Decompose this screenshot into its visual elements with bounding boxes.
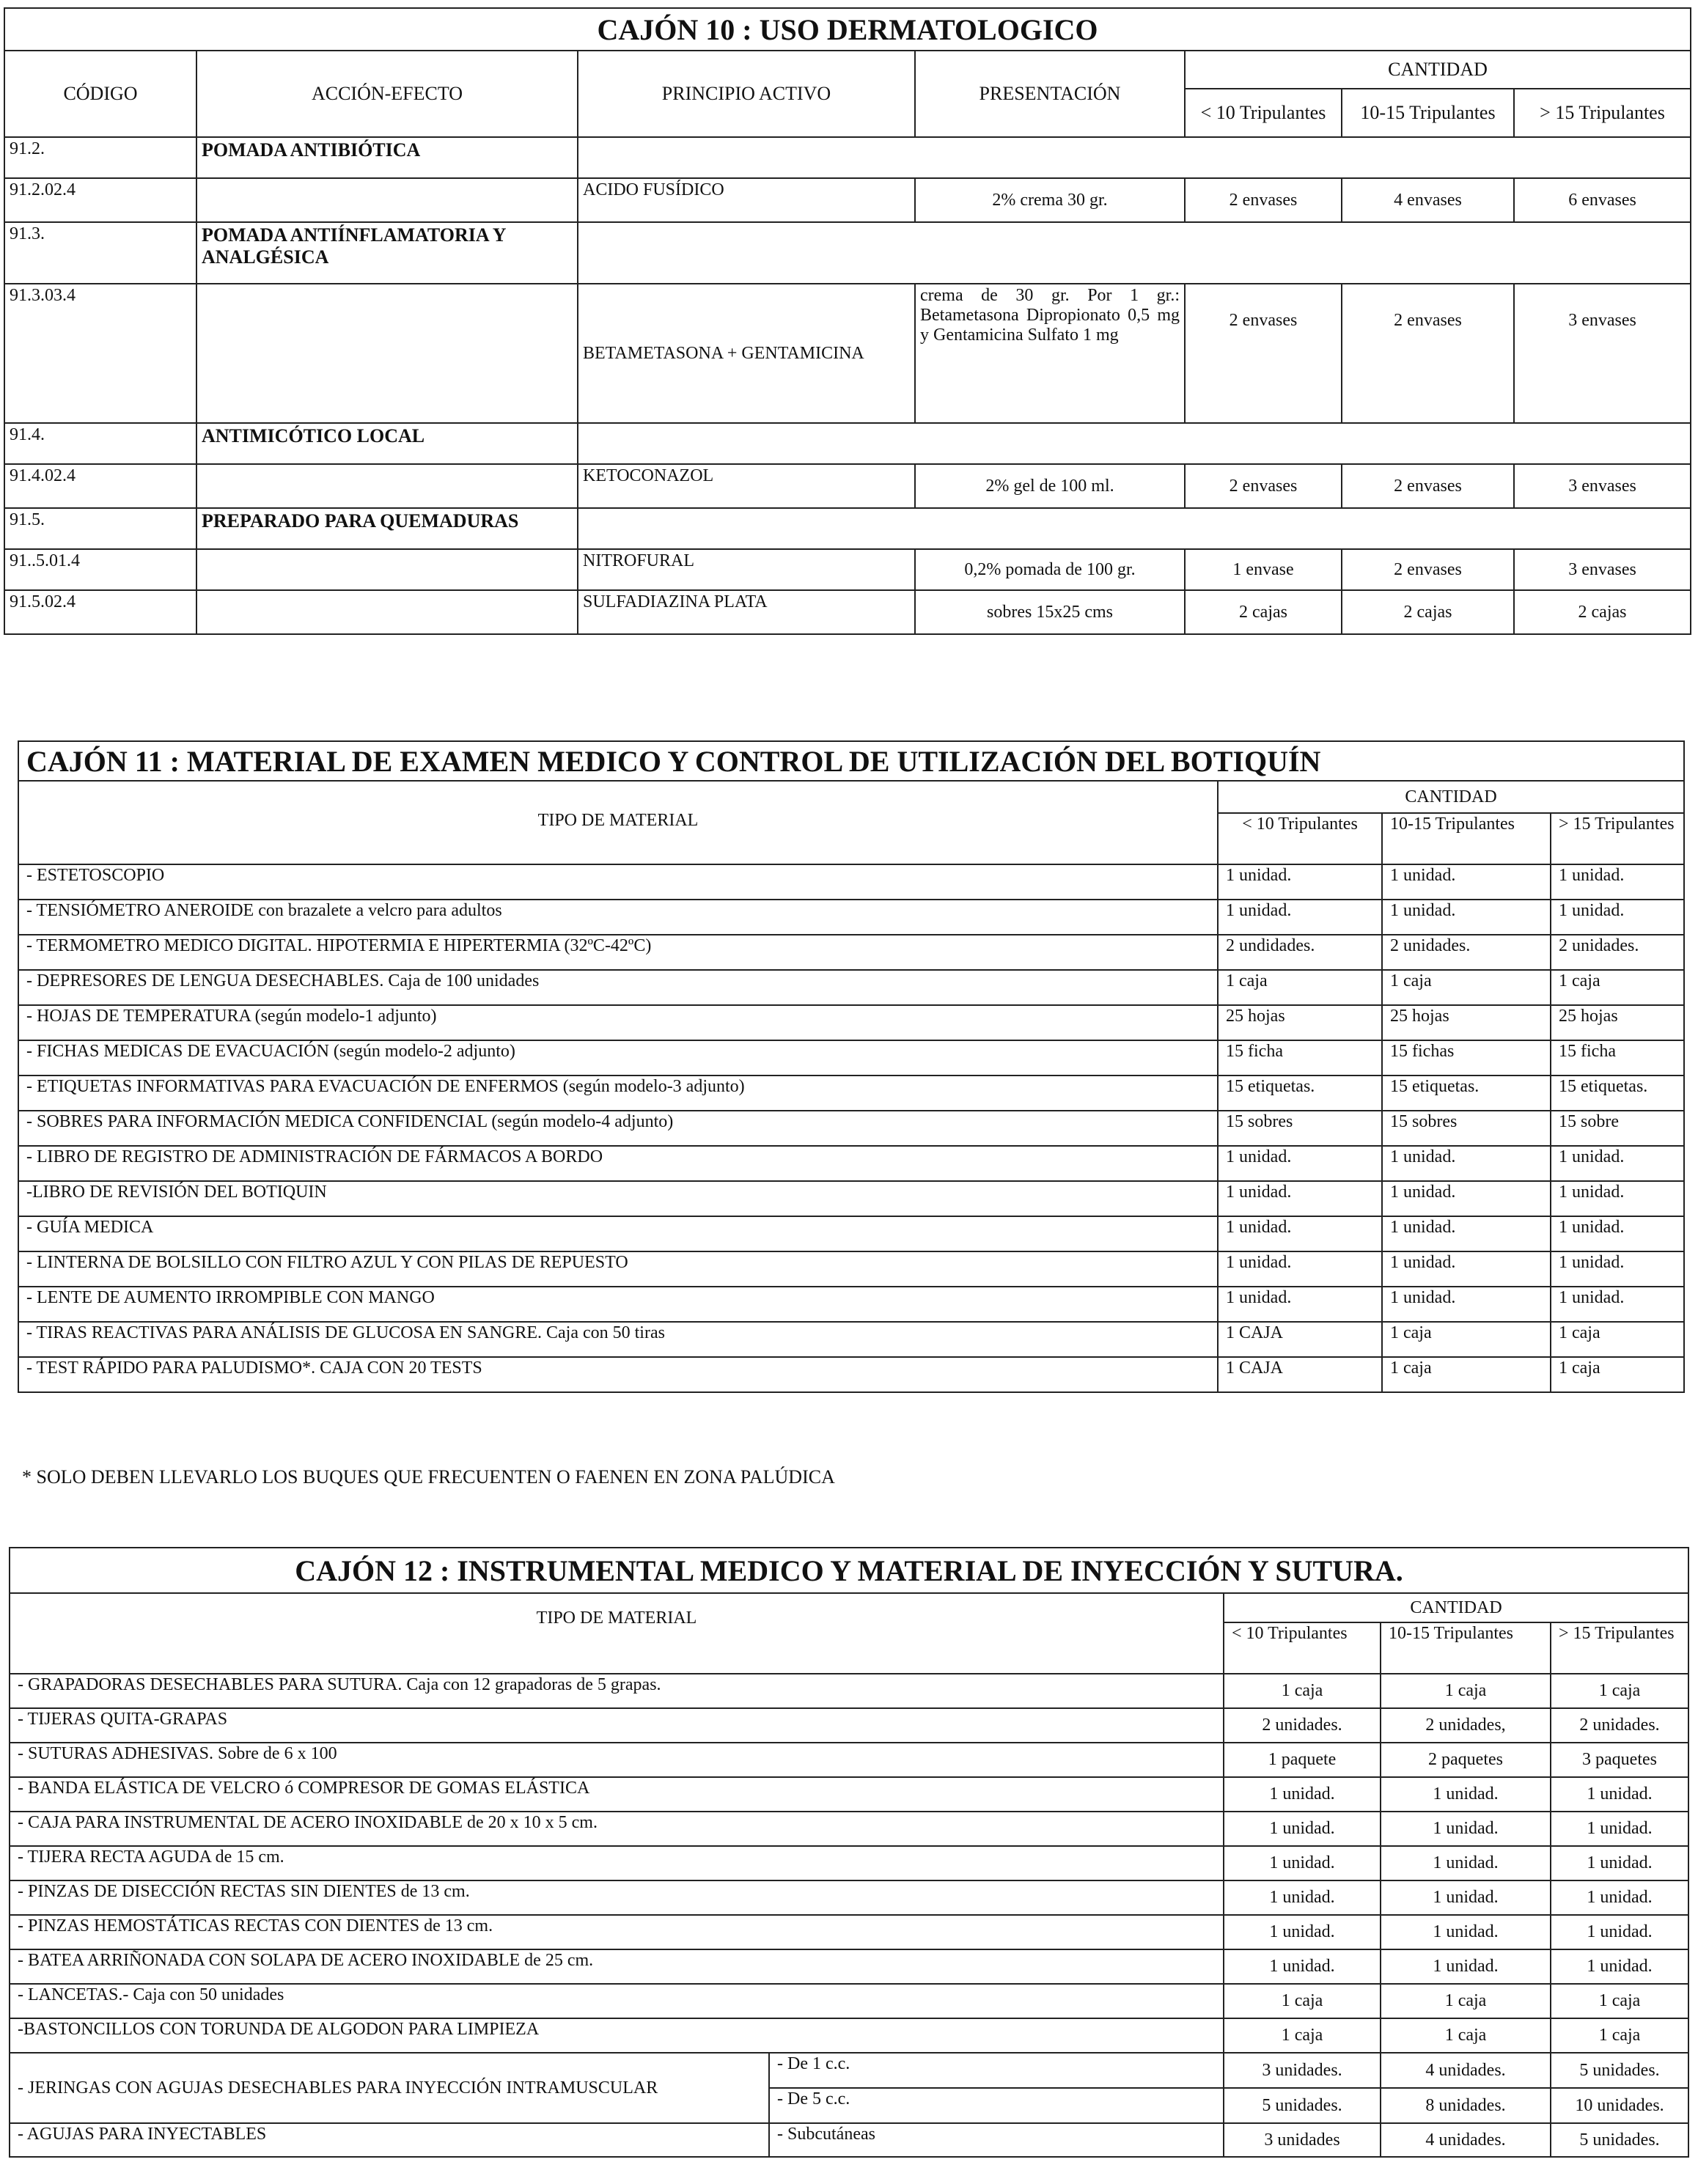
- qty-cell: 3 envases: [1514, 284, 1691, 423]
- qty-cell: 1 unidad.: [1381, 1880, 1551, 1915]
- table-row: [18, 1287, 1684, 1322]
- cajon-11-title: CAJÓN 11 : MATERIAL DE EXAMEN MEDICO Y CONTROL DE UTILIZACIÓN DEL BOTIQUÍN: [18, 741, 1684, 781]
- qty-cell: 15 sobres: [1218, 1111, 1382, 1146]
- qty-cell: 1 unidad.: [1224, 1846, 1381, 1880]
- table-row: [18, 1216, 1684, 1251]
- cajon-12-title: CAJÓN 12 : INSTRUMENTAL MEDICO Y MATERIAL DE INYECCIÓN Y SUTURA.: [10, 1548, 1688, 1593]
- header-qty-gt15: > 15 Tripulantes: [1514, 89, 1691, 137]
- qty-cell: 15 sobre: [1551, 1111, 1684, 1146]
- table-row: [18, 1005, 1684, 1040]
- table-row: [10, 1846, 1688, 1880]
- qty-cell: 1 CAJA: [1218, 1322, 1382, 1357]
- material-cell: - GRAPADORAS DESECHABLES PARA SUTURA. Caja con 12 grapadoras de 5 grapas.: [10, 1674, 1224, 1708]
- table-row: [18, 1111, 1684, 1146]
- qty-cell: 2 envases: [1342, 284, 1514, 423]
- qty-cell: 1 unidad.: [1218, 1146, 1382, 1181]
- qty-cell: 15 sobres: [1382, 1111, 1551, 1146]
- qty-cell: 3 unidades.: [1224, 2053, 1381, 2088]
- presentacion-cell: crema de 30 gr. Por 1 gr.: Betametasona Dipropionato 0,5 mg y Gentamicina Sulfato 1 mg: [915, 284, 1185, 423]
- qty-cell: 1 unidad.: [1382, 1251, 1551, 1287]
- qty-cell: 1 unidad.: [1551, 1146, 1684, 1181]
- qty-cell: 1 unidad.: [1381, 1812, 1551, 1846]
- qty-cell: 15 etiquetas.: [1551, 1076, 1684, 1111]
- material-cell: - BANDA ELÁSTICA DE VELCRO ó COMPRESOR DE GOMAS ELÁSTICA: [10, 1777, 1224, 1812]
- material-cell: - CAJA PARA INSTRUMENTAL DE ACERO INOXIDABLE de 20 x 10 x 5 cm.: [10, 1812, 1224, 1846]
- empty-cell: [196, 590, 578, 634]
- material-cell: - GUÍA MEDICA: [18, 1216, 1218, 1251]
- material-cell: - TIJERA RECTA AGUDA de 15 cm.: [10, 1846, 1224, 1880]
- empty-cell: [578, 423, 1691, 464]
- qty-cell: 1 caja: [1551, 1357, 1684, 1392]
- jeringas-sub-5cc: - De 5 c.c.: [769, 2088, 1224, 2123]
- qty-cell: 15 fichas: [1382, 1040, 1551, 1076]
- table-row: [10, 1915, 1688, 1949]
- agujas-sub: - Subcutáneas: [769, 2123, 1224, 2157]
- qty-cell: 2 unidades.: [1551, 935, 1684, 970]
- qty-cell: 1 envase: [1185, 549, 1342, 590]
- qty-cell: 1 caja: [1551, 2018, 1688, 2053]
- qty-cell: 1 caja: [1551, 970, 1684, 1005]
- qty-cell: 1 unidad.: [1224, 1812, 1381, 1846]
- qty-cell: 1 unidad.: [1551, 900, 1684, 935]
- agujas-item: - AGUJAS PARA INYECTABLES: [10, 2123, 769, 2157]
- material-cell: - SUTURAS ADHESIVAS. Sobre de 6 x 100: [10, 1743, 1224, 1777]
- qty-cell: 1 caja: [1381, 1984, 1551, 2018]
- codigo-cell: 91..5.01.4: [4, 549, 196, 590]
- qty-cell: 1 unidad.: [1551, 1915, 1688, 1949]
- material-cell: - ETIQUETAS INFORMATIVAS PARA EVACUACIÓN DE ENFERMOS (según modelo-3 adjunto): [18, 1076, 1218, 1111]
- qty-cell: 1 unidad.: [1382, 900, 1551, 935]
- header-cantidad: CANTIDAD: [1185, 51, 1691, 89]
- qty-cell: 2 unidades,: [1381, 1708, 1551, 1743]
- table-row: [18, 1146, 1684, 1181]
- codigo-cell: 91.2.02.4: [4, 178, 196, 222]
- codigo-cell: 91.5.02.4: [4, 590, 196, 634]
- codigo-cell: 91.3.: [4, 222, 196, 284]
- qty-cell: 1 caja: [1224, 1674, 1381, 1708]
- cajon-10-title: CAJÓN 10 : USO DERMATOLOGICO: [4, 8, 1691, 51]
- material-cell: - TENSIÓMETRO ANEROIDE con brazalete a velcro para adultos: [18, 900, 1218, 935]
- qty-cell: 1 unidad.: [1382, 1146, 1551, 1181]
- table-row: [18, 900, 1684, 935]
- empty-cell: [196, 178, 578, 222]
- qty-cell: 2 cajas: [1185, 590, 1342, 634]
- table-row: [10, 1743, 1688, 1777]
- header-qty-lt10: < 10 Tripulantes: [1224, 1622, 1381, 1674]
- qty-cell: 1 unidad.: [1224, 1915, 1381, 1949]
- qty-cell: 2 unidades.: [1224, 1708, 1381, 1743]
- accion-cell: POMADA ANTIBIÓTICA: [196, 137, 578, 178]
- qty-cell: 1 unidad.: [1381, 1949, 1551, 1984]
- header-qty-lt10: < 10 Tripulantes: [1185, 89, 1342, 137]
- qty-cell: 5 unidades.: [1551, 2123, 1688, 2157]
- qty-cell: 1 unidad.: [1224, 1880, 1381, 1915]
- qty-cell: 15 ficha: [1218, 1040, 1382, 1076]
- qty-cell: 1 unidad.: [1551, 1880, 1688, 1915]
- header-qty-10-15: 10-15 Tripulantes: [1342, 89, 1514, 137]
- qty-cell: 1 caja: [1381, 2018, 1551, 2053]
- presentacion-cell: sobres 15x25 cms: [915, 590, 1185, 634]
- empty-cell: [578, 508, 1691, 549]
- qty-cell: 15 etiquetas.: [1382, 1076, 1551, 1111]
- qty-cell: 1 unidad.: [1224, 1949, 1381, 1984]
- table-row: [18, 1040, 1684, 1076]
- qty-cell: 8 unidades.: [1381, 2088, 1551, 2123]
- qty-cell: 1 caja: [1382, 1357, 1551, 1392]
- qty-cell: 1 unidad.: [1382, 1216, 1551, 1251]
- qty-cell: 1 caja: [1224, 1984, 1381, 2018]
- qty-cell: 2 envases: [1185, 178, 1342, 222]
- table-row: [10, 1674, 1688, 1708]
- qty-cell: 1 unidad.: [1551, 1216, 1684, 1251]
- qty-cell: 4 envases: [1342, 178, 1514, 222]
- qty-cell: 3 unidades: [1224, 2123, 1381, 2157]
- table-row: [10, 1812, 1688, 1846]
- qty-cell: 1 unidad.: [1381, 1846, 1551, 1880]
- material-cell: - PINZAS DE DISECCIÓN RECTAS SIN DIENTES de 13 cm.: [10, 1880, 1224, 1915]
- qty-cell: 10 unidades.: [1551, 2088, 1688, 2123]
- table-row: [18, 1357, 1684, 1392]
- header-qty-lt10: < 10 Tripulantes: [1218, 813, 1382, 864]
- qty-cell: 1 unidad.: [1551, 1287, 1684, 1322]
- table-row: [18, 1322, 1684, 1357]
- header-qty-gt15: > 15 Tripulantes: [1551, 813, 1684, 864]
- qty-cell: 1 unidad.: [1551, 1949, 1688, 1984]
- table-row: [10, 1949, 1688, 1984]
- qty-cell: 2 envases: [1185, 284, 1342, 423]
- header-cantidad: CANTIDAD: [1218, 781, 1684, 813]
- material-cell: - ESTETOSCOPIO: [18, 864, 1218, 900]
- qty-cell: 2 envases: [1342, 464, 1514, 508]
- qty-cell: 1 unidad.: [1381, 1915, 1551, 1949]
- empty-cell: [196, 549, 578, 590]
- qty-cell: 1 caja: [1218, 970, 1382, 1005]
- qty-cell: 2 cajas: [1342, 590, 1514, 634]
- presentacion-cell: 2% crema 30 gr.: [915, 178, 1185, 222]
- qty-cell: 2 unidades.: [1382, 935, 1551, 970]
- qty-cell: 1 unidad.: [1382, 1181, 1551, 1216]
- material-cell: -BASTONCILLOS CON TORUNDA DE ALGODON PARA LIMPIEZA: [10, 2018, 1224, 2053]
- qty-cell: 1 unidad.: [1218, 864, 1382, 900]
- principio-cell: BETAMETASONA + GENTAMICINA: [578, 284, 915, 423]
- qty-cell: 1 unidad.: [1551, 1812, 1688, 1846]
- cajon-12-table: [9, 1547, 1689, 2158]
- material-cell: - LIBRO DE REGISTRO DE ADMINISTRACIÓN DE FÁRMACOS A BORDO: [18, 1146, 1218, 1181]
- codigo-cell: 91.3.03.4: [4, 284, 196, 423]
- qty-cell: 6 envases: [1514, 178, 1691, 222]
- material-cell: -LIBRO DE REVISIÓN DEL BOTIQUIN: [18, 1181, 1218, 1216]
- qty-cell: 3 paquetes: [1551, 1743, 1688, 1777]
- qty-cell: 5 unidades.: [1224, 2088, 1381, 2123]
- material-cell: - LINTERNA DE BOLSILLO CON FILTRO AZUL Y CON PILAS DE REPUESTO: [18, 1251, 1218, 1287]
- header-qty-gt15: > 15 Tripulantes: [1551, 1622, 1688, 1674]
- footnote: * SOLO DEBEN LLEVARLO LOS BUQUES QUE FRECUENTEN O FAENEN EN ZONA PALÚDICA: [22, 1466, 835, 1488]
- material-cell: - HOJAS DE TEMPERATURA (según modelo-1 adjunto): [18, 1005, 1218, 1040]
- accion-cell: PREPARADO PARA QUEMADURAS: [196, 508, 578, 549]
- qty-cell: 2 paquetes: [1381, 1743, 1551, 1777]
- qty-cell: 1 caja: [1224, 2018, 1381, 2053]
- table-row: [18, 970, 1684, 1005]
- codigo-cell: 91.4.: [4, 423, 196, 464]
- table-row: [18, 1076, 1684, 1111]
- material-cell: - SOBRES PARA INFORMACIÓN MEDICA CONFIDENCIAL (según modelo-4 adjunto): [18, 1111, 1218, 1146]
- principio-cell: ACIDO FUSÍDICO: [578, 178, 915, 222]
- cajon-11-table: [18, 740, 1685, 1393]
- table-row: [10, 1880, 1688, 1915]
- header-codigo: CÓDIGO: [4, 51, 196, 137]
- table-row: [10, 2018, 1688, 2053]
- material-cell: - TERMOMETRO MEDICO DIGITAL. HIPOTERMIA E HIPERTERMIA (32ºC-42ºC): [18, 935, 1218, 970]
- qty-cell: 25 hojas: [1218, 1005, 1382, 1040]
- header-cantidad: CANTIDAD: [1224, 1593, 1688, 1622]
- material-cell: - LENTE DE AUMENTO IRROMPIBLE CON MANGO: [18, 1287, 1218, 1322]
- qty-cell: 1 caja: [1382, 1322, 1551, 1357]
- table-row: [10, 1777, 1688, 1812]
- table-row: [10, 1984, 1688, 2018]
- qty-cell: 2 envases: [1342, 549, 1514, 590]
- principio-cell: SULFADIAZINA PLATA: [578, 590, 915, 634]
- table-row: [18, 935, 1684, 970]
- header-accion-efecto: ACCIÓN-EFECTO: [196, 51, 578, 137]
- accion-cell: POMADA ANTIÍNFLAMATORIA Y ANALGÉSICA: [196, 222, 578, 284]
- jeringas-sub-1cc: - De 1 c.c.: [769, 2053, 1224, 2088]
- qty-cell: 3 envases: [1514, 464, 1691, 508]
- presentacion-cell: 0,2% pomada de 100 gr.: [915, 549, 1185, 590]
- table-row: [18, 864, 1684, 900]
- material-cell: - LANCETAS.- Caja con 50 unidades: [10, 1984, 1224, 2018]
- material-cell: - TIJERAS QUITA-GRAPAS: [10, 1708, 1224, 1743]
- qty-cell: 1 unidad.: [1218, 1181, 1382, 1216]
- qty-cell: 5 unidades.: [1551, 2053, 1688, 2088]
- qty-cell: 4 unidades.: [1381, 2123, 1551, 2157]
- qty-cell: 4 unidades.: [1381, 2053, 1551, 2088]
- material-cell: - DEPRESORES DE LENGUA DESECHABLES. Caja de 100 unidades: [18, 970, 1218, 1005]
- qty-cell: 1 caja: [1551, 1322, 1684, 1357]
- qty-cell: 1 unidad.: [1551, 1251, 1684, 1287]
- qty-cell: 1 unidad.: [1551, 1846, 1688, 1880]
- qty-cell: 1 unidad.: [1551, 1181, 1684, 1216]
- material-cell: - FICHAS MEDICAS DE EVACUACIÓN (según modelo-2 adjunto): [18, 1040, 1218, 1076]
- qty-cell: 1 caja: [1382, 970, 1551, 1005]
- qty-cell: 1 unidad.: [1218, 1251, 1382, 1287]
- principio-cell: NITROFURAL: [578, 549, 915, 590]
- qty-cell: 2 undidades.: [1218, 935, 1382, 970]
- qty-cell: 25 hojas: [1551, 1005, 1684, 1040]
- presentacion-cell: 2% gel de 100 ml.: [915, 464, 1185, 508]
- empty-cell: [196, 464, 578, 508]
- qty-cell: 1 unidad.: [1218, 1216, 1382, 1251]
- empty-cell: [578, 137, 1691, 178]
- table-row: [10, 1708, 1688, 1743]
- qty-cell: 1 unidad.: [1382, 864, 1551, 900]
- qty-cell: 3 envases: [1514, 549, 1691, 590]
- codigo-cell: 91.5.: [4, 508, 196, 549]
- cajon-10-table: [4, 7, 1691, 635]
- header-qty-10-15: 10-15 Tripulantes: [1381, 1622, 1551, 1674]
- material-cell: - TIRAS REACTIVAS PARA ANÁLISIS DE GLUCOSA EN SANGRE. Caja con 50 tiras: [18, 1322, 1218, 1357]
- qty-cell: 2 envases: [1185, 464, 1342, 508]
- empty-cell: [578, 222, 1691, 284]
- qty-cell: 1 unidad.: [1224, 1777, 1381, 1812]
- qty-cell: 1 unidad.: [1551, 1777, 1688, 1812]
- header-principio-activo: PRINCIPIO ACTIVO: [578, 51, 915, 137]
- qty-cell: 2 unidades.: [1551, 1708, 1688, 1743]
- qty-cell: 1 paquete: [1224, 1743, 1381, 1777]
- header-qty-10-15: 10-15 Tripulantes: [1382, 813, 1551, 864]
- codigo-cell: 91.2.: [4, 137, 196, 178]
- principio-cell: KETOCONAZOL: [578, 464, 915, 508]
- header-tipo-material: TIPO DE MATERIAL: [18, 781, 1218, 864]
- qty-cell: 15 ficha: [1551, 1040, 1684, 1076]
- jeringas-item: - JERINGAS CON AGUJAS DESECHABLES PARA INYECCIÓN INTRAMUSCULAR: [10, 2053, 769, 2123]
- table-row: [18, 1181, 1684, 1216]
- qty-cell: 1 unidad.: [1218, 900, 1382, 935]
- qty-cell: 1 caja: [1551, 1984, 1688, 2018]
- material-cell: - PINZAS HEMOSTÁTICAS RECTAS CON DIENTES de 13 cm.: [10, 1915, 1224, 1949]
- qty-cell: 1 unidad.: [1218, 1287, 1382, 1322]
- qty-cell: 25 hojas: [1382, 1005, 1551, 1040]
- material-cell: - BATEA ARRIÑONADA CON SOLAPA DE ACERO INOXIDABLE de 25 cm.: [10, 1949, 1224, 1984]
- qty-cell: 2 cajas: [1514, 590, 1691, 634]
- qty-cell: 1 unidad.: [1381, 1777, 1551, 1812]
- qty-cell: 1 CAJA: [1218, 1357, 1382, 1392]
- qty-cell: 1 caja: [1381, 1674, 1551, 1708]
- table-row: [18, 1251, 1684, 1287]
- codigo-cell: 91.4.02.4: [4, 464, 196, 508]
- header-presentacion: PRESENTACIÓN: [915, 51, 1185, 137]
- qty-cell: 1 unidad.: [1382, 1287, 1551, 1322]
- material-cell: - TEST RÁPIDO PARA PALUDISMO*. CAJA CON 20 TESTS: [18, 1357, 1218, 1392]
- qty-cell: 1 caja: [1551, 1674, 1688, 1708]
- header-tipo-material: TIPO DE MATERIAL: [10, 1593, 1224, 1674]
- accion-cell: ANTIMICÓTICO LOCAL: [196, 423, 578, 464]
- qty-cell: 15 etiquetas.: [1218, 1076, 1382, 1111]
- empty-cell: [196, 284, 578, 423]
- qty-cell: 1 unidad.: [1551, 864, 1684, 900]
